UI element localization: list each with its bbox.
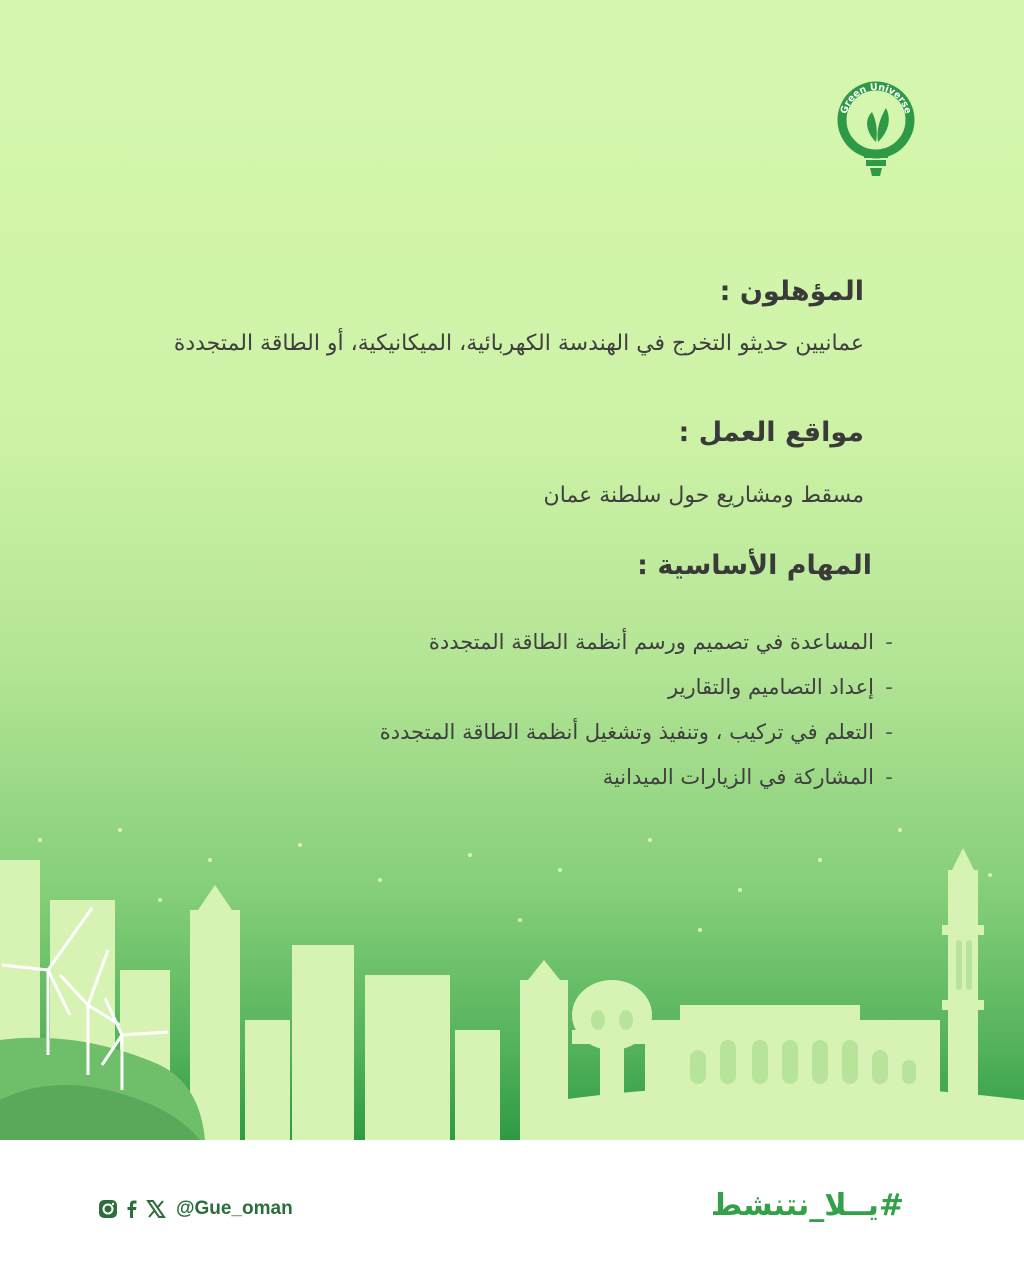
facebook-icon[interactable]	[122, 1199, 142, 1219]
footer	[0, 1140, 1024, 1280]
list-dash: -	[885, 630, 893, 654]
list-dash: -	[885, 720, 893, 744]
x-icon[interactable]	[146, 1199, 166, 1219]
list-item	[84, 710, 904, 755]
list-item-text: إعداد التصاميم والتقارير	[668, 675, 874, 699]
list-dash: -	[885, 675, 893, 699]
list-item-text: المساعدة في تصميم ورسم أنظمة الطاقة المتجددة	[428, 630, 874, 654]
list-item	[84, 620, 904, 665]
list-dash: -	[885, 765, 893, 789]
list-item-text: المشاركة في الزيارات الميدانية	[602, 765, 874, 789]
qualified-heading: المؤهلون :	[719, 276, 864, 307]
city-skyline-illustration	[0, 800, 1024, 1140]
svg-text:Green Universe	[839, 82, 914, 115]
instagram-icon[interactable]	[98, 1199, 118, 1219]
qualified-text: عمانيين حديثو التخرج في الهندسة الكهربائية، الميكانيكية، أو الطاقة المتجددة	[173, 331, 864, 356]
hashtag: #يــلا_نتنشط	[710, 1188, 904, 1223]
list-item-text: التعلم في تركيب ، وتنفيذ وتشغيل أنظمة الطاقة المتجددة	[379, 720, 874, 744]
main-tasks-list	[84, 620, 904, 800]
list-item	[84, 755, 904, 800]
list-item	[84, 665, 904, 710]
social-handle-group	[98, 1198, 293, 1220]
green-universe-logo	[836, 80, 916, 190]
main-tasks-heading: المهام الأساسية :	[637, 550, 872, 581]
work-locations-text: مسقط ومشاريع حول سلطنة عمان	[543, 483, 864, 508]
social-handle[interactable]: @Gue_oman	[176, 1198, 293, 1219]
logo-text: Green Universe	[838, 81, 914, 116]
work-locations-heading: مواقع العمل :	[678, 417, 864, 448]
